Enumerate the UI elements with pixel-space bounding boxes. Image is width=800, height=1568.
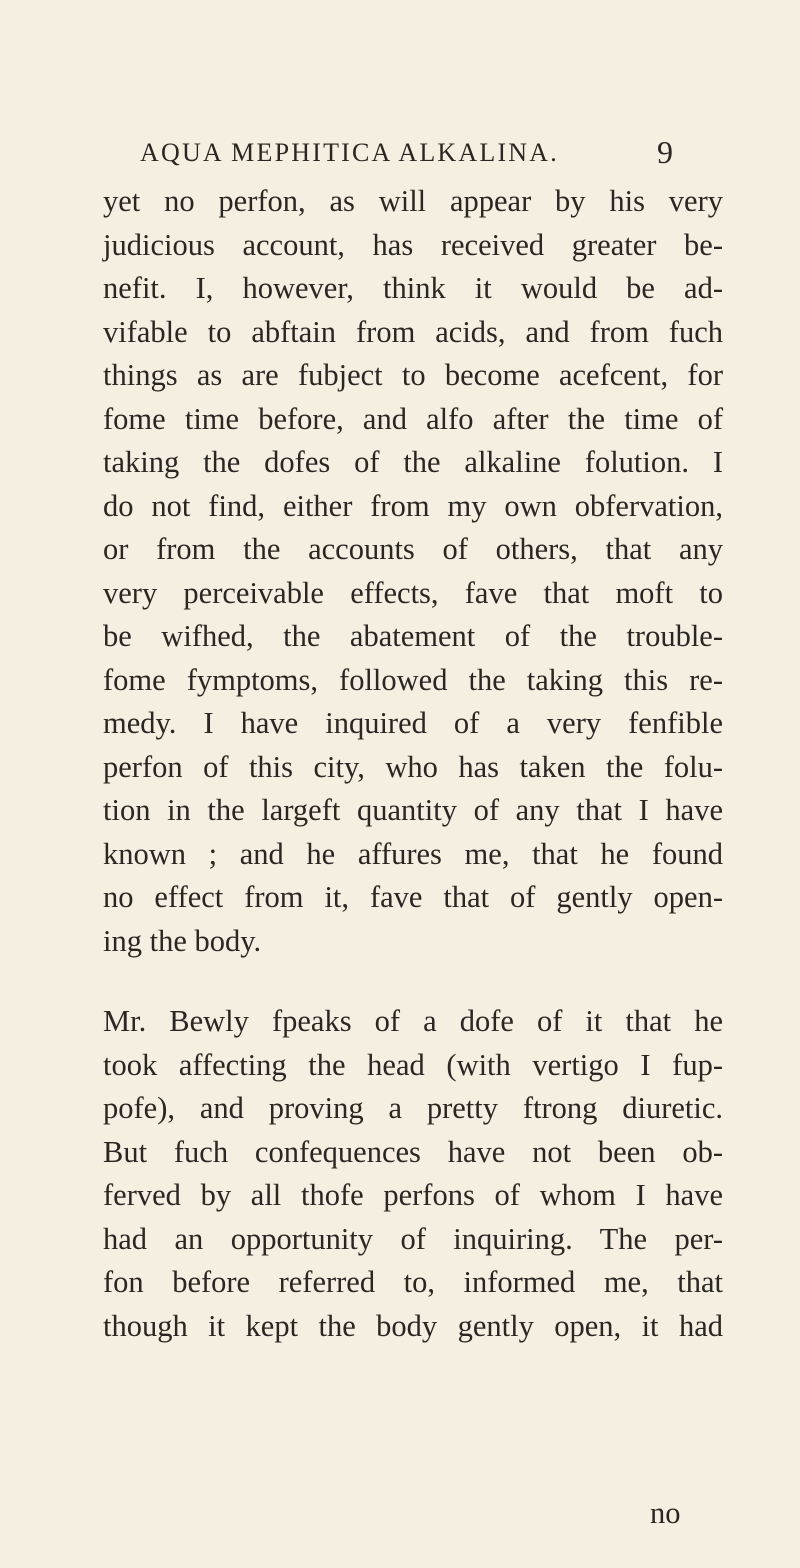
body-paragraph-1	[103, 180, 723, 963]
text-line: perfon of this city, who has taken the folu-	[103, 749, 723, 784]
text-line: ferved by all thofe perfons of whom I have	[103, 1178, 723, 1212]
text-line: do not find, either from my own obfervation,	[103, 488, 723, 523]
text-line: fon before referred to, informed me, that	[103, 1265, 723, 1299]
text-line: known ; and he affures me, that he found	[103, 836, 723, 871]
text-line: be wifhed, the abatement of the trouble-	[103, 619, 723, 653]
running-title: AQUA MEPHITICA ALKALINA.	[140, 138, 559, 167]
body-paragraph-2	[103, 1000, 723, 1348]
text-line: Mr. Bewly fpeaks of a dofe of it that he	[103, 1004, 723, 1038]
text-line: ing the body.	[103, 923, 262, 958]
text-line: tion in the largeft quantity of any that I have	[103, 793, 723, 827]
text-line: took affecting the head (with vertigo I fup-	[103, 1047, 723, 1082]
text-line: had an opportunity of inquiring. The per-	[103, 1221, 723, 1256]
text-line: pofe), and proving a pretty ftrong diuretic.	[103, 1091, 723, 1125]
text-line: nefit. I, however, think it would be ad-	[103, 271, 723, 305]
text-line: But fuch confequences have not been ob-	[103, 1134, 723, 1169]
running-head	[0, 134, 800, 178]
text-line: judicious account, has received greater be-	[103, 227, 723, 262]
catchword: no	[650, 1496, 681, 1530]
text-line: taking the dofes of the alkaline folution. I	[103, 445, 723, 479]
text-line: things as are fubject to become acefcent, for	[103, 358, 723, 392]
text-line: yet no perfon, as will appear by his very	[103, 184, 723, 218]
text-line: fome time before, and alfo after the time of	[103, 401, 723, 436]
text-line: fome fymptoms, followed the taking this re-	[103, 662, 723, 697]
text-line: no effect from it, fave that of gently open-	[103, 880, 723, 914]
page-number: 9	[657, 134, 673, 170]
text-line: or from the accounts of others, that any	[103, 532, 723, 566]
text-line: though it kept the body gently open, it had	[103, 1308, 723, 1343]
text-line: vifable to abftain from acids, and from fuch	[103, 314, 723, 349]
text-line: very perceivable effects, fave that moft to	[103, 575, 723, 610]
text-line: medy. I have inquired of a very fenfible	[103, 706, 723, 740]
